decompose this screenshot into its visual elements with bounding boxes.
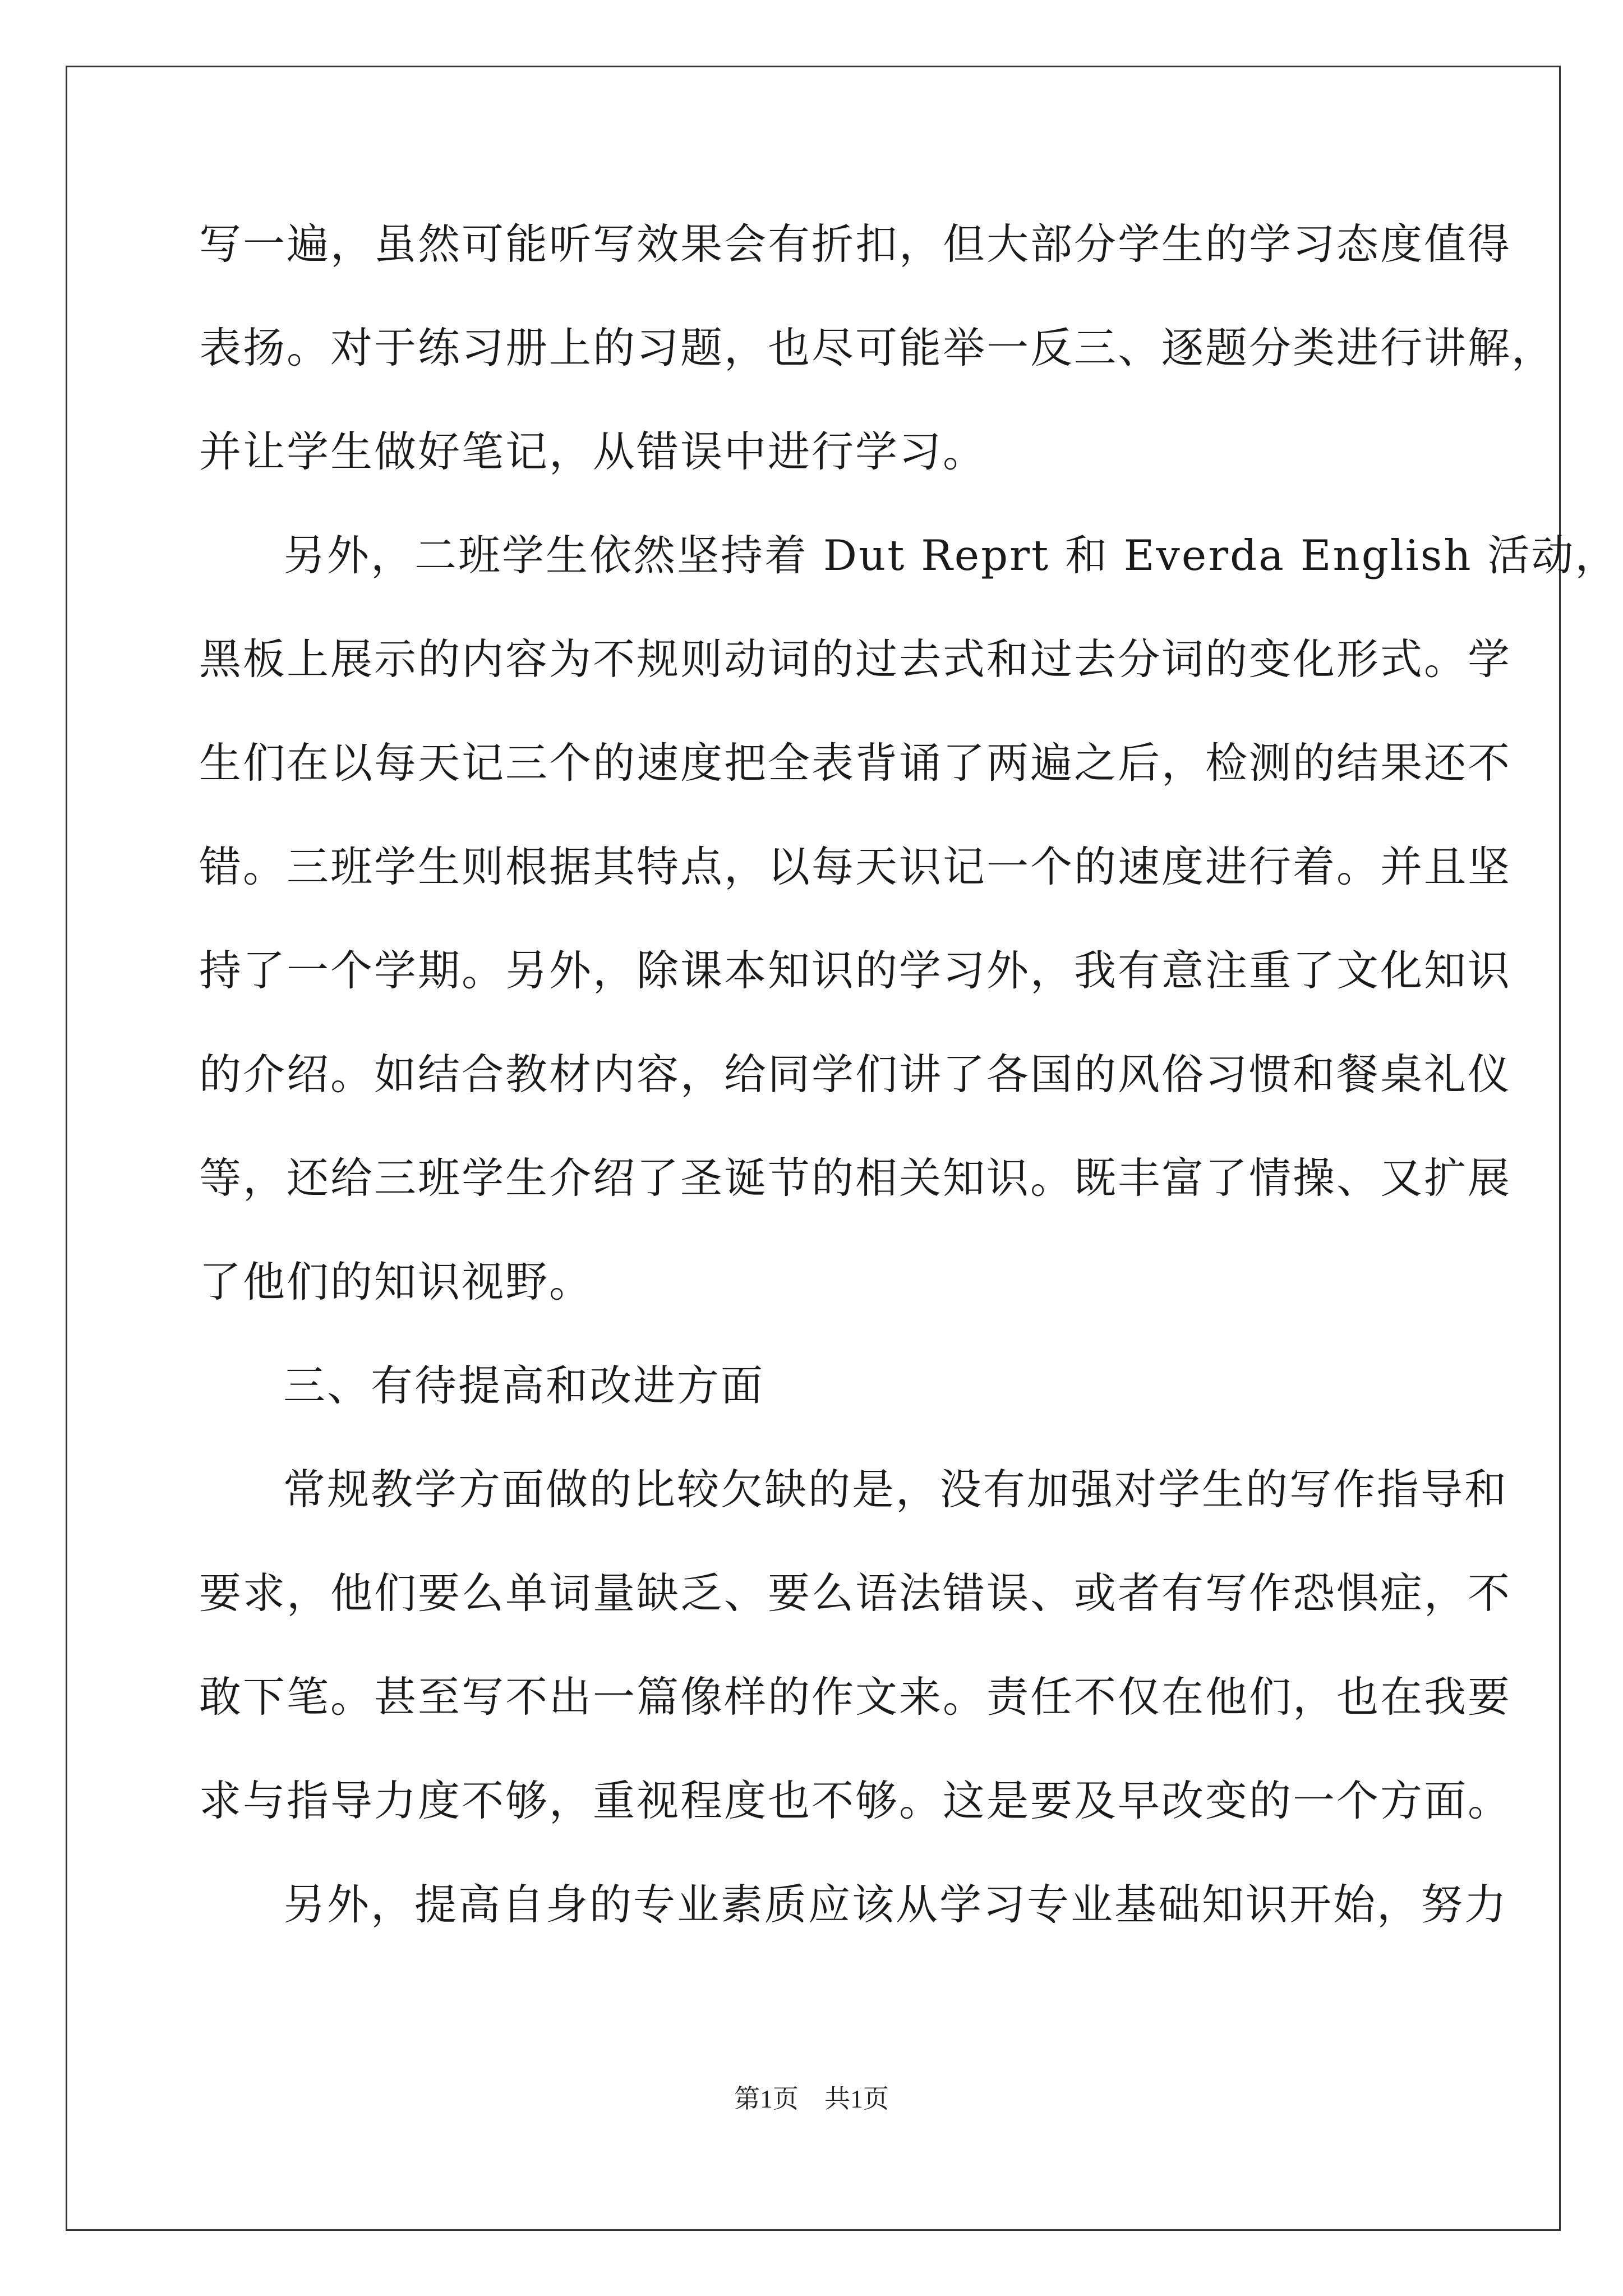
text-line: 持了一个学期。另外，除课本知识的学习外，我有意注重了文化知识 xyxy=(199,946,1512,995)
section-heading: 三、有待提高和改进方面 xyxy=(283,1361,765,1410)
text-line: 了他们的知识视野。 xyxy=(199,1257,593,1306)
text-line: 黑板上展示的内容为不规则动词的过去式和过去分词的变化形式。学 xyxy=(199,634,1512,684)
text-line: 错。三班学生则根据其特点，以每天识记一个的速度进行着。并且坚 xyxy=(199,842,1512,891)
text-line: 等，还给三班学生介绍了圣诞节的相关知识。既丰富了情操、又扩展 xyxy=(199,1153,1512,1203)
paragraph-first-line: 另外，提高自身的专业素质应该从学习专业基础知识开始，努力 xyxy=(283,1880,1509,1929)
paragraph-first-line: 另外，二班学生依然坚持着 Dut Reprt 和 Everda English 活动， xyxy=(283,531,1619,580)
page-number-footer: 第1页 共1页 xyxy=(734,2085,889,2113)
text-line: 生们在以每天记三个的速度把全表背诵了两遍之后，检测的结果还不 xyxy=(199,738,1512,788)
text-line: 求与指导力度不够，重视程度也不够。这是要及早改变的一个方面。 xyxy=(199,1776,1512,1825)
text-line: 敢下笔。甚至写不出一篇像样的作文来。责任不仅在他们，也在我要 xyxy=(199,1672,1512,1722)
text-line: 要求，他们要么单词量缺乏、要么语法错误、或者有写作恐惧症，不 xyxy=(199,1568,1512,1618)
text-line: 的介绍。如结合教材内容，给同学们讲了各国的风俗习惯和餐桌礼仪 xyxy=(199,1050,1512,1099)
text-line: 写一遍，虽然可能听写效果会有折扣，但大部分学生的学习态度值得 xyxy=(199,219,1512,269)
paragraph-first-line: 常规教学方面做的比较欠缺的是，没有加强对学生的写作指导和 xyxy=(283,1465,1509,1514)
text-line: 并让学生做好笔记，从错误中进行学习。 xyxy=(199,427,987,476)
text-line: 表扬。对于练习册上的习题，也尽可能举一反三、逐题分类进行讲解， xyxy=(199,323,1556,372)
